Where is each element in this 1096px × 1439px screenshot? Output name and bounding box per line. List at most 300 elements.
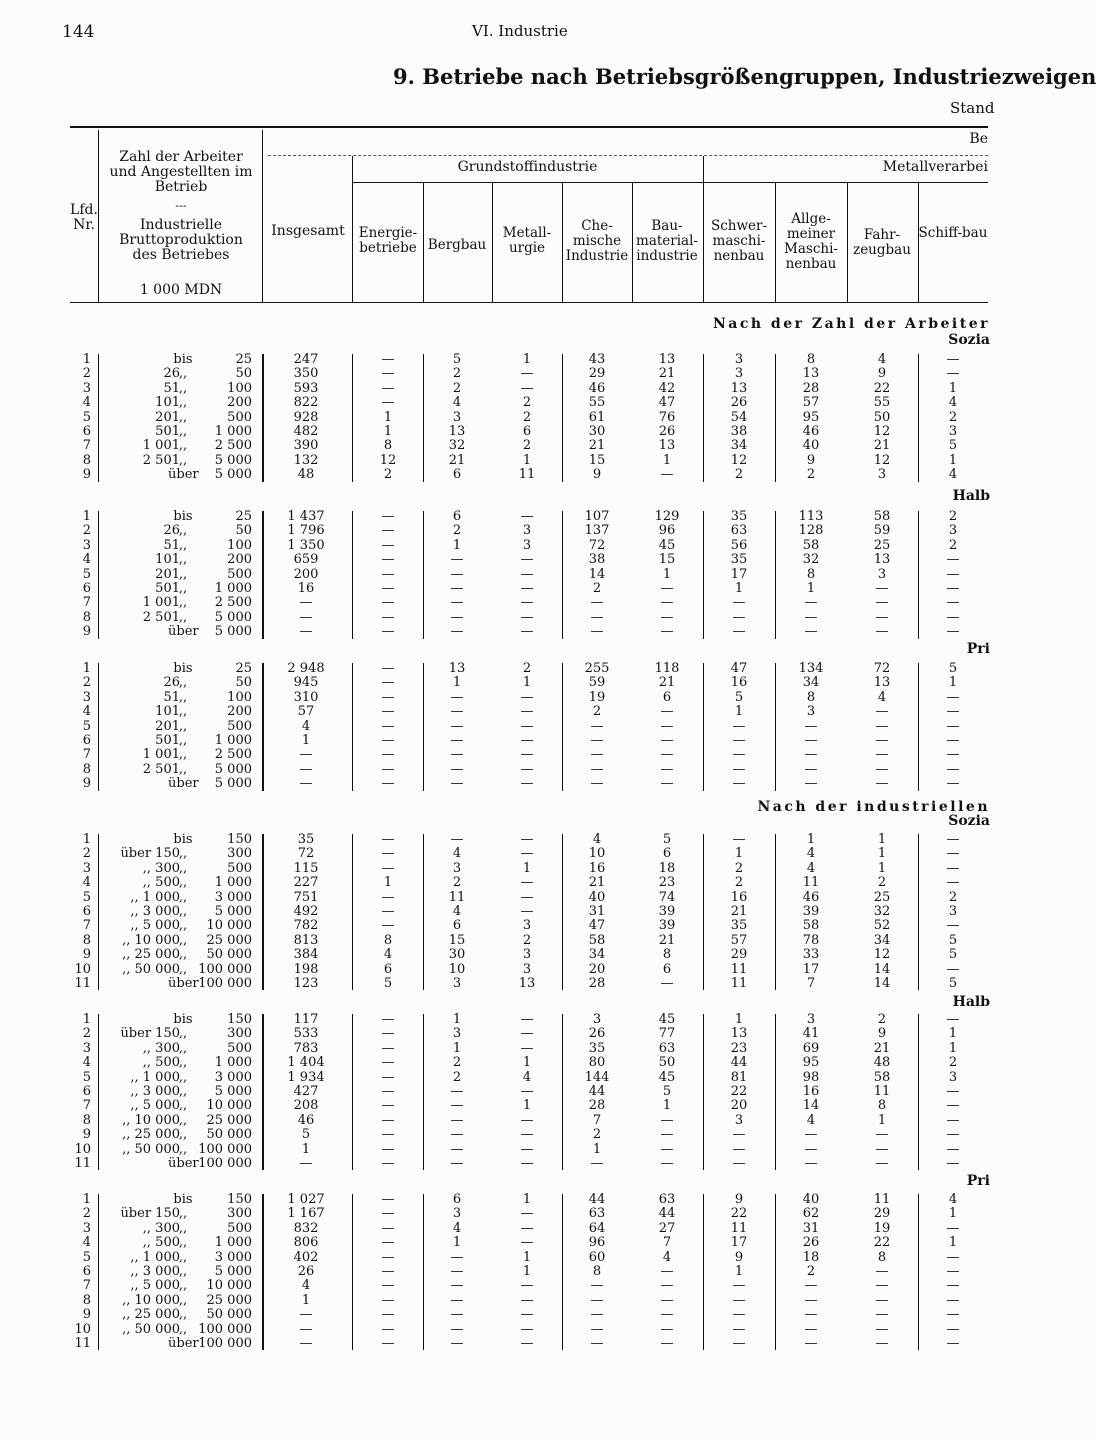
cell-value: — xyxy=(381,776,395,792)
cell-value: — xyxy=(804,1307,818,1323)
cell-value: 132 xyxy=(293,452,319,468)
cell-value: 98 xyxy=(802,1069,820,1085)
cell-value: 21 xyxy=(588,875,606,891)
class-connector: ,, xyxy=(178,689,188,705)
class-to: 1 000 xyxy=(214,1235,252,1251)
class-connector: ,, xyxy=(178,1264,188,1279)
cell-value: 45 xyxy=(658,537,676,553)
cell-value: 1 xyxy=(734,581,744,596)
table-row xyxy=(0,1085,1000,1100)
class-connector: ,, xyxy=(178,1026,188,1042)
cell-value: 34 xyxy=(873,932,891,948)
cell-value: 13 xyxy=(658,438,676,454)
section-heading: Nach der industriellen xyxy=(757,799,990,815)
cell-value: — xyxy=(299,595,313,611)
class-connector: ,, xyxy=(178,1278,188,1294)
table-row xyxy=(0,891,1000,906)
cell-value: 12 xyxy=(379,452,397,468)
cell-value: 21 xyxy=(730,904,748,919)
class-to: 300 xyxy=(227,846,252,862)
cell-value: 59 xyxy=(588,675,606,691)
table-row xyxy=(0,425,1000,440)
cell-value: 3 xyxy=(452,1026,462,1042)
cell-value: 42 xyxy=(658,380,676,396)
class-to: 5 000 xyxy=(214,609,252,625)
cell-value: 659 xyxy=(293,552,319,568)
cell-value: 34 xyxy=(588,947,606,963)
cell-value: — xyxy=(381,846,395,862)
cell-value: 1 xyxy=(662,452,672,468)
class-connector: ,, xyxy=(178,904,188,919)
cell-value: 5 xyxy=(383,976,393,991)
row-number: 6 xyxy=(82,733,91,748)
cell-value: 1 xyxy=(806,832,816,847)
cell-value: 2 xyxy=(948,889,958,905)
cell-value: 2 xyxy=(592,581,602,596)
cell-value: 4 xyxy=(592,832,602,847)
cell-value: 16 xyxy=(802,1084,820,1099)
cell-value: — xyxy=(381,733,395,748)
col-header-0: Energie-betriebe xyxy=(358,225,418,256)
row-number: 10 xyxy=(74,961,91,977)
section-subheading: Pri xyxy=(966,641,990,657)
cell-value: 6 xyxy=(452,509,462,524)
cell-value: — xyxy=(381,1192,395,1207)
table-row xyxy=(0,705,1000,720)
class-from: 1 001 xyxy=(142,747,180,763)
cell-value: 3 xyxy=(734,366,744,382)
cell-value: — xyxy=(804,1156,818,1171)
cell-value: — xyxy=(381,1040,395,1056)
cell-value: 32 xyxy=(802,552,820,568)
class-connector: bis xyxy=(173,832,193,847)
cell-value: 11 xyxy=(802,875,820,891)
class-connector: ,, xyxy=(178,932,188,948)
cell-value: — xyxy=(520,1292,534,1308)
cell-value: — xyxy=(875,704,889,720)
class-to: 500 xyxy=(227,1220,252,1236)
cell-value: 3 xyxy=(522,537,532,553)
table-row xyxy=(0,1099,1000,1114)
cell-value: — xyxy=(520,552,534,568)
cell-value: 26 xyxy=(588,1026,606,1042)
row-number: 5 xyxy=(82,718,91,734)
cell-value: 58 xyxy=(873,509,891,524)
class-from: 101 xyxy=(155,395,180,411)
cell-value: 62 xyxy=(802,1206,820,1222)
cell-value: 1 xyxy=(948,1026,958,1042)
class-to: 10 000 xyxy=(206,1098,252,1114)
cell-value: — xyxy=(875,1292,889,1308)
cell-value: 1 xyxy=(383,875,393,891)
cell-value: — xyxy=(520,624,534,640)
row-number: 2 xyxy=(82,523,91,539)
cell-value: 23 xyxy=(658,875,676,891)
cell-value: 44 xyxy=(658,1206,676,1222)
cell-value: 58 xyxy=(802,918,820,934)
col-header-2: Metall-urgie xyxy=(502,225,552,256)
cell-value: 9 xyxy=(877,366,887,382)
cell-value: — xyxy=(660,624,674,640)
cell-value: — xyxy=(660,595,674,611)
cell-value: 77 xyxy=(658,1026,676,1042)
cell-value: 1 xyxy=(522,352,532,367)
cell-value: 8 xyxy=(662,947,672,963)
cell-value: — xyxy=(590,761,604,777)
table-row xyxy=(0,539,1000,554)
cell-value: — xyxy=(804,776,818,792)
cell-value: — xyxy=(946,704,960,720)
cell-value: 33 xyxy=(802,947,820,963)
row-number: 9 xyxy=(82,1307,91,1323)
cell-value: — xyxy=(381,509,395,524)
cell-value: 4 xyxy=(452,395,462,411)
cell-value: — xyxy=(381,537,395,553)
col-header-5: Schwer-maschi-nenbau xyxy=(710,218,768,264)
cell-value: 3 xyxy=(948,1069,958,1085)
cell-value: 117 xyxy=(293,1012,319,1027)
cell-value: — xyxy=(450,609,464,625)
class-from: 51 xyxy=(163,689,180,705)
cell-value: 72 xyxy=(873,661,891,676)
class-from: 26 xyxy=(163,675,180,691)
row-number: 9 xyxy=(82,776,91,792)
table-row xyxy=(0,553,1000,568)
cell-value: — xyxy=(381,1156,395,1171)
table-row xyxy=(0,1222,1000,1237)
class-to: 200 xyxy=(227,395,252,411)
cell-value: 40 xyxy=(802,438,820,454)
cell-value: — xyxy=(520,832,534,847)
cell-value: — xyxy=(946,1307,960,1323)
cell-value: — xyxy=(946,776,960,792)
cell-value: 5 xyxy=(948,976,958,991)
class-to: 1 000 xyxy=(214,581,252,596)
cell-value: — xyxy=(660,776,674,792)
cell-value: 7 xyxy=(662,1235,672,1251)
cell-value: 1 xyxy=(734,846,744,862)
cell-value: 118 xyxy=(654,661,680,676)
cell-value: 28 xyxy=(802,380,820,396)
class-connector: ,, xyxy=(178,1206,188,1222)
row-number: 7 xyxy=(82,747,91,763)
cell-value: — xyxy=(732,1292,746,1308)
table-row xyxy=(0,353,1000,368)
cell-value: 63 xyxy=(588,1206,606,1222)
cell-value: 3 xyxy=(452,409,462,425)
cell-value: — xyxy=(381,1249,395,1265)
cell-value: 427 xyxy=(293,1084,319,1099)
row-number: 11 xyxy=(74,1156,91,1171)
cell-value: — xyxy=(381,747,395,763)
cell-value: 11 xyxy=(518,467,536,483)
cell-value: — xyxy=(381,581,395,596)
cell-value: — xyxy=(660,747,674,763)
cell-value: 50 xyxy=(873,409,891,425)
class-from: 1 001 xyxy=(142,595,180,611)
cell-value: — xyxy=(381,1098,395,1114)
cell-value: 12 xyxy=(873,452,891,468)
cell-value: 61 xyxy=(588,409,606,425)
row-number: 3 xyxy=(82,1220,91,1236)
cell-value: 15 xyxy=(448,932,466,948)
table-row xyxy=(0,1128,1000,1143)
row-number: 4 xyxy=(82,1235,91,1251)
class-from: ,, 1 000 xyxy=(130,889,180,905)
cell-value: 40 xyxy=(802,1192,820,1207)
cell-value: 1 027 xyxy=(287,1192,325,1207)
cell-value: 123 xyxy=(293,976,319,991)
cell-value: — xyxy=(732,1127,746,1143)
cell-value: 1 xyxy=(452,1040,462,1056)
cell-value: 1 xyxy=(522,1055,532,1071)
row-number: 8 xyxy=(82,932,91,948)
cell-value: 7 xyxy=(806,976,816,991)
cell-value: 26 xyxy=(730,395,748,411)
cell-value: — xyxy=(381,1084,395,1099)
table-row xyxy=(0,1294,1000,1309)
cell-value: 3 xyxy=(734,352,744,367)
cell-value: 13 xyxy=(658,352,676,367)
table-row xyxy=(0,568,1000,583)
cell-value: — xyxy=(804,733,818,748)
cell-value: — xyxy=(804,1292,818,1308)
class-to: 50 000 xyxy=(206,1127,252,1143)
class-to: 25 000 xyxy=(206,1112,252,1128)
cell-value: 35 xyxy=(730,509,748,524)
class-to: 1 000 xyxy=(214,1055,252,1071)
cell-value: 47 xyxy=(658,395,676,411)
cell-value: — xyxy=(520,1127,534,1143)
cell-value: 5 xyxy=(948,932,958,948)
cell-value: — xyxy=(520,566,534,582)
row-number: 5 xyxy=(82,1069,91,1085)
cell-value: 1 xyxy=(662,566,672,582)
cell-value: 6 xyxy=(452,918,462,934)
cell-value: 782 xyxy=(293,918,319,934)
class-connector: ,, xyxy=(178,1235,188,1251)
cell-value: — xyxy=(520,1141,534,1157)
cell-value: 134 xyxy=(798,661,824,676)
cell-value: — xyxy=(946,761,960,777)
cell-value: 1 xyxy=(522,860,532,876)
cell-value: — xyxy=(732,1156,746,1171)
class-connector: ,, xyxy=(178,1127,188,1143)
cell-value: 3 xyxy=(948,424,958,439)
cell-value: 56 xyxy=(730,537,748,553)
cell-value: — xyxy=(732,718,746,734)
cell-value: 1 xyxy=(948,380,958,396)
table-row xyxy=(0,1114,1000,1129)
cell-value: — xyxy=(450,704,464,720)
cell-value: — xyxy=(520,1156,534,1171)
table-row xyxy=(0,1027,1000,1042)
class-from: ,, 3 000 xyxy=(130,904,180,919)
cell-value: 5 xyxy=(734,689,744,705)
cell-value: 2 xyxy=(452,380,462,396)
cell-value: 7 xyxy=(592,1112,602,1128)
class-connector: ,, xyxy=(178,409,188,425)
cell-value: 128 xyxy=(798,523,824,539)
cell-value: — xyxy=(875,747,889,763)
cell-value: 2 xyxy=(522,438,532,454)
cell-value: — xyxy=(381,704,395,720)
cell-value: 1 xyxy=(592,1141,602,1157)
cell-value: 55 xyxy=(873,395,891,411)
cell-value: 1 xyxy=(383,409,393,425)
class-from: 201 xyxy=(155,409,180,425)
header-bottom-rule xyxy=(70,302,988,303)
table-row xyxy=(0,948,1000,963)
cell-value: 48 xyxy=(297,467,315,483)
cell-value: 3 xyxy=(948,904,958,919)
table-row xyxy=(0,748,1000,763)
cell-value: — xyxy=(804,609,818,625)
cell-value: 46 xyxy=(802,889,820,905)
cell-value: 492 xyxy=(293,904,319,919)
cell-value: — xyxy=(450,595,464,611)
cell-value: — xyxy=(520,1026,534,1042)
cell-value: — xyxy=(520,733,534,748)
row-number: 2 xyxy=(82,366,91,382)
table-row xyxy=(0,1056,1000,1071)
row-number: 7 xyxy=(82,595,91,611)
cell-value: — xyxy=(381,1127,395,1143)
cell-value: — xyxy=(450,761,464,777)
cell-value: 255 xyxy=(584,661,610,676)
class-from: über 150 xyxy=(120,1206,180,1222)
cell-value: 4 xyxy=(948,467,958,483)
row-number: 7 xyxy=(82,438,91,454)
class-to: 2 500 xyxy=(214,595,252,611)
group-metallverarbeitung: Metallverarbei xyxy=(882,159,988,175)
cell-value: — xyxy=(590,1292,604,1308)
cell-value: — xyxy=(946,624,960,640)
cell-value: 16 xyxy=(730,675,748,691)
class-from: 101 xyxy=(155,704,180,720)
cell-value: 74 xyxy=(658,889,676,905)
class-from: 201 xyxy=(155,718,180,734)
cell-value: 227 xyxy=(293,875,319,891)
class-connector: ,, xyxy=(178,747,188,763)
table-row xyxy=(0,1157,1000,1172)
row-number: 8 xyxy=(82,1292,91,1308)
row-number: 10 xyxy=(74,1141,91,1157)
cell-value: — xyxy=(875,1307,889,1323)
cell-value: 96 xyxy=(588,1235,606,1251)
cell-value: 2 xyxy=(806,1264,816,1279)
cell-value: — xyxy=(520,1012,534,1027)
row-number: 1 xyxy=(82,1192,91,1207)
cell-value: 107 xyxy=(584,509,610,524)
table-row xyxy=(0,862,1000,877)
cell-value: — xyxy=(946,1292,960,1308)
class-connector: ,, xyxy=(178,537,188,553)
class-to: 1 000 xyxy=(214,733,252,748)
cell-value: — xyxy=(450,1264,464,1279)
cell-value: — xyxy=(299,1336,313,1351)
cell-value: — xyxy=(520,380,534,396)
cell-value: — xyxy=(381,860,395,876)
cell-value: 115 xyxy=(293,860,319,876)
cell-value: — xyxy=(381,352,395,367)
cell-value: 18 xyxy=(802,1249,820,1265)
class-from: 2 501 xyxy=(142,761,180,777)
class-to: 500 xyxy=(227,718,252,734)
class-connector: ,, xyxy=(178,609,188,625)
cell-value: 1 xyxy=(522,1098,532,1114)
table-row xyxy=(0,611,1000,626)
cell-value: 5 xyxy=(662,832,672,847)
cell-value: 1 xyxy=(522,675,532,691)
cell-value: 25 xyxy=(873,889,891,905)
class-to: 25 xyxy=(235,509,252,524)
cell-value: 22 xyxy=(730,1084,748,1099)
cell-value: — xyxy=(590,624,604,640)
class-from: über 150 xyxy=(120,1026,180,1042)
running-head: VI. Industrie xyxy=(472,22,568,40)
cell-value: 45 xyxy=(658,1069,676,1085)
cell-value: 14 xyxy=(588,566,606,582)
cell-value: 384 xyxy=(293,947,319,963)
row-number: 3 xyxy=(82,537,91,553)
cell-value: — xyxy=(381,1336,395,1351)
cell-value: 5 xyxy=(662,1084,672,1099)
cell-value: 44 xyxy=(588,1192,606,1207)
row-number: 4 xyxy=(82,1055,91,1071)
cell-value: 593 xyxy=(293,380,319,396)
cell-value: — xyxy=(590,747,604,763)
cell-value: — xyxy=(946,1264,960,1279)
class-from: ,, 3 000 xyxy=(130,1084,180,1099)
cell-value: 1 xyxy=(452,537,462,553)
table-row xyxy=(0,934,1000,949)
cell-value: — xyxy=(946,918,960,934)
class-from: ,, 10 000 xyxy=(122,1292,180,1308)
cell-value: — xyxy=(450,1127,464,1143)
class-from: 51 xyxy=(163,380,180,396)
cell-value: 95 xyxy=(802,1055,820,1071)
table-row xyxy=(0,1323,1000,1338)
class-to: 1 000 xyxy=(214,875,252,891)
class-connector: bis xyxy=(173,1192,193,1207)
cell-value: 9 xyxy=(877,1026,887,1042)
cell-value: 57 xyxy=(802,395,820,411)
cell-value: 783 xyxy=(293,1040,319,1056)
cell-value: — xyxy=(381,1220,395,1236)
cell-value: — xyxy=(660,1292,674,1308)
class-from: 2 501 xyxy=(142,452,180,468)
cell-value: 2 xyxy=(734,875,744,891)
cell-value: — xyxy=(946,609,960,625)
cell-value: — xyxy=(804,761,818,777)
row-number: 4 xyxy=(82,552,91,568)
cell-value: — xyxy=(946,366,960,382)
cell-value: 69 xyxy=(802,1040,820,1056)
cell-value: — xyxy=(660,609,674,625)
class-connector: ,, xyxy=(178,595,188,611)
group-rule xyxy=(352,182,988,183)
cell-value: 2 xyxy=(877,1012,887,1027)
class-to: 50 xyxy=(235,523,252,539)
cell-value: — xyxy=(946,1127,960,1143)
cell-value: 11 xyxy=(730,1220,748,1236)
cell-value: — xyxy=(520,904,534,919)
cell-value: 8 xyxy=(806,689,816,705)
row-number: 11 xyxy=(74,1336,91,1351)
cell-value: — xyxy=(732,1278,746,1294)
cell-value: 18 xyxy=(658,860,676,876)
